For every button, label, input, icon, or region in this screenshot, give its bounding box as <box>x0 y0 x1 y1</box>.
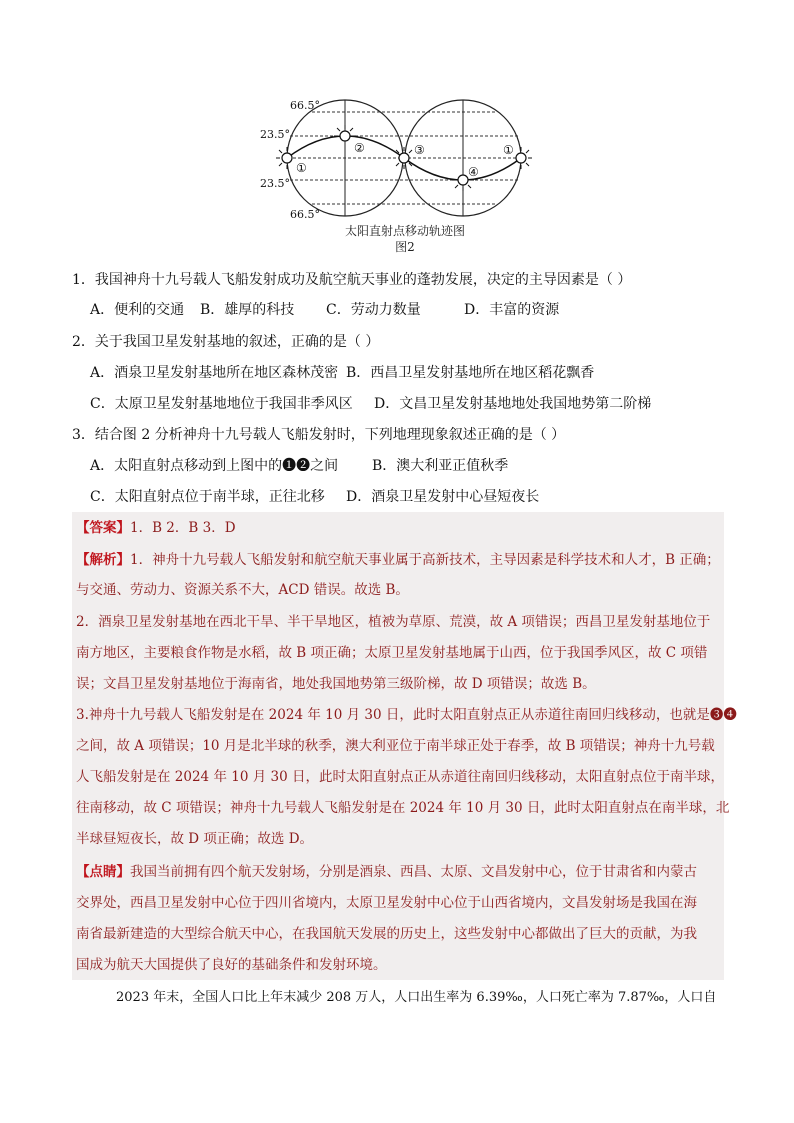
point-label-1: ① <box>296 161 307 175</box>
q3-option-c: C．太阳直射点位于南半球，正往北移 <box>90 489 325 505</box>
tips-line-2: 交界处，西昌卫星发射中心位于四川省境内，太原卫星发射中心位于山西省境内，文昌发射场是我国在海 <box>76 895 697 911</box>
question-3-stem: 3．结合图 2 分析神舟十九号载人飞船发射时，下列地理现象叙述正确的是（ ） <box>72 427 566 443</box>
tips-line-4: 国成为航天大国提供了良好的基础条件和发射环境。 <box>76 957 387 973</box>
analysis-line-7: 之间，故 A 项错误；10 月是北半球的秋季，澳大利亚位于南半球正处于春季，故 B 项错误；神舟十九号载 <box>76 738 715 754</box>
figure-number: 图2 <box>395 240 415 254</box>
q3-option-a: A．太阳直射点移动到上图中的❶❷之间 <box>90 458 339 474</box>
point-label-2: ② <box>354 141 365 155</box>
question-2-stem: 2．关于我国卫星发射基地的叙述，正确的是（ ） <box>72 334 380 350</box>
tips-line-3: 南省最新建造的大型综合航天中心，在我国航天发展的历史上，这些发射中心都做出了巨大的贡献，为我 <box>76 926 697 942</box>
analysis-line-10: 半球昼短夜长，故 D 项正确；故选 D。 <box>76 831 314 847</box>
q3-option-d: D．酒泉卫星发射中心昼短夜长 <box>346 489 540 505</box>
question-3-options-row2 <box>90 487 539 507</box>
figure-caption: 太阳直射点移动轨迹图 <box>344 224 465 238</box>
q3-option-b: B．澳大利亚正值秋季 <box>372 458 509 474</box>
analysis-line-8: 人飞船发射是在 2024 年 10 月 30 日，此时太阳直射点正从赤道往南回归线移动，太阳直射点位于南半球， <box>76 769 724 785</box>
tips-text-1: 我国当前拥有四个航天发射场，分别是酒泉、西昌、太原、文昌发射中心，位于甘肃省和内蒙古 <box>130 864 697 880</box>
analysis-line-1 <box>76 550 720 570</box>
point-label-3: ③ <box>414 143 425 157</box>
tips-line-1 <box>76 862 697 882</box>
analysis-line-2: 与交通、劳动力、资源关系不大，ACD 错误。故选 B。 <box>76 582 409 598</box>
analysis-line-6: 3.神舟十九号载人飞船发射是在 2024 年 10 月 30 日，此时太阳直射点正从赤道往南回归线移动，也就是❸❹ <box>76 707 737 723</box>
question-1-stem: 1．我国神舟十九号载人飞船发射成功及航空航天事业的蓬勃发展，决定的主导因素是（ ） <box>72 272 632 288</box>
q1-option-a: A．便利的交通 <box>90 302 185 318</box>
question-2-options-row1 <box>90 363 594 383</box>
q2-option-d: D．文昌卫星发射基地地处我国地势第二阶梯 <box>374 396 652 412</box>
sun-point-2 <box>334 125 356 141</box>
lat-label-23s: 23.5° <box>260 177 290 190</box>
point-label-1-end: ① <box>503 143 514 157</box>
answer-line <box>76 518 236 538</box>
lat-label-66n: 66.5° <box>290 99 320 112</box>
sun-path-figure <box>240 92 570 260</box>
answer-tag: 【答案】 <box>76 520 130 536</box>
analysis-text-1: 1．神舟十九号载人飞船发射和航空航天事业属于高新技术，主导因素是科学技术和人才，B 正确； <box>130 552 720 568</box>
q2-option-a: A．酒泉卫星发射基地所在地区森林茂密 <box>90 365 339 381</box>
q2-option-c: C．太原卫星发射基地地位于我国非季风区 <box>90 396 353 412</box>
point-label-4: ④ <box>468 165 479 179</box>
analysis-tag: 【解析】 <box>76 552 130 568</box>
q2-option-b: B．西昌卫星发射基地所在地区稻花飘香 <box>346 365 595 381</box>
sun-point-1-end <box>516 147 532 169</box>
next-paragraph: 2023 年末，全国人口比上年末减少 208 万人，人口出生率为 6.39‰，人口死亡率为 7.87‰，人口自 <box>116 990 717 1005</box>
analysis-line-3: 2．酒泉卫星发射基地在西北干旱、半干旱地区，植被为草原、荒漠，故 A 项错误；西昌卫星发射基地位于 <box>76 614 711 630</box>
q1-option-d: D．丰富的资源 <box>464 302 560 318</box>
question-3-options-row1 <box>90 456 508 476</box>
sun-path-diagram <box>240 92 570 222</box>
analysis-line-9: 往南移动，故 C 项错误；神舟十九号载人飞船发射是在 2024 年 10 月 30 日，此时太阳直射点在南半球，北 <box>76 800 730 816</box>
q1-option-b: B．雄厚的科技 <box>200 302 295 318</box>
answer-text: 1．B 2．B 3．D <box>130 520 236 536</box>
q1-option-c: C．劳动力数量 <box>326 302 421 318</box>
analysis-line-5: 误；文昌卫星发射基地位于海南省，地处我国地势第三级阶梯，故 D 项错误；故选 B。 <box>76 676 596 692</box>
question-1-options <box>90 300 559 320</box>
lat-label-66s: 66.5° <box>290 208 320 221</box>
sun-point-1 <box>276 147 292 169</box>
tips-tag: 【点睛】 <box>76 864 130 880</box>
analysis-line-4: 南方地区，主要粮食作物是水稻，故 B 项正确；太原卫星发射基地属于山西，位于我国季风区，故 C 项错 <box>76 645 708 661</box>
question-2-options-row2 <box>90 394 651 414</box>
lat-label-23n: 23.5° <box>260 128 290 141</box>
